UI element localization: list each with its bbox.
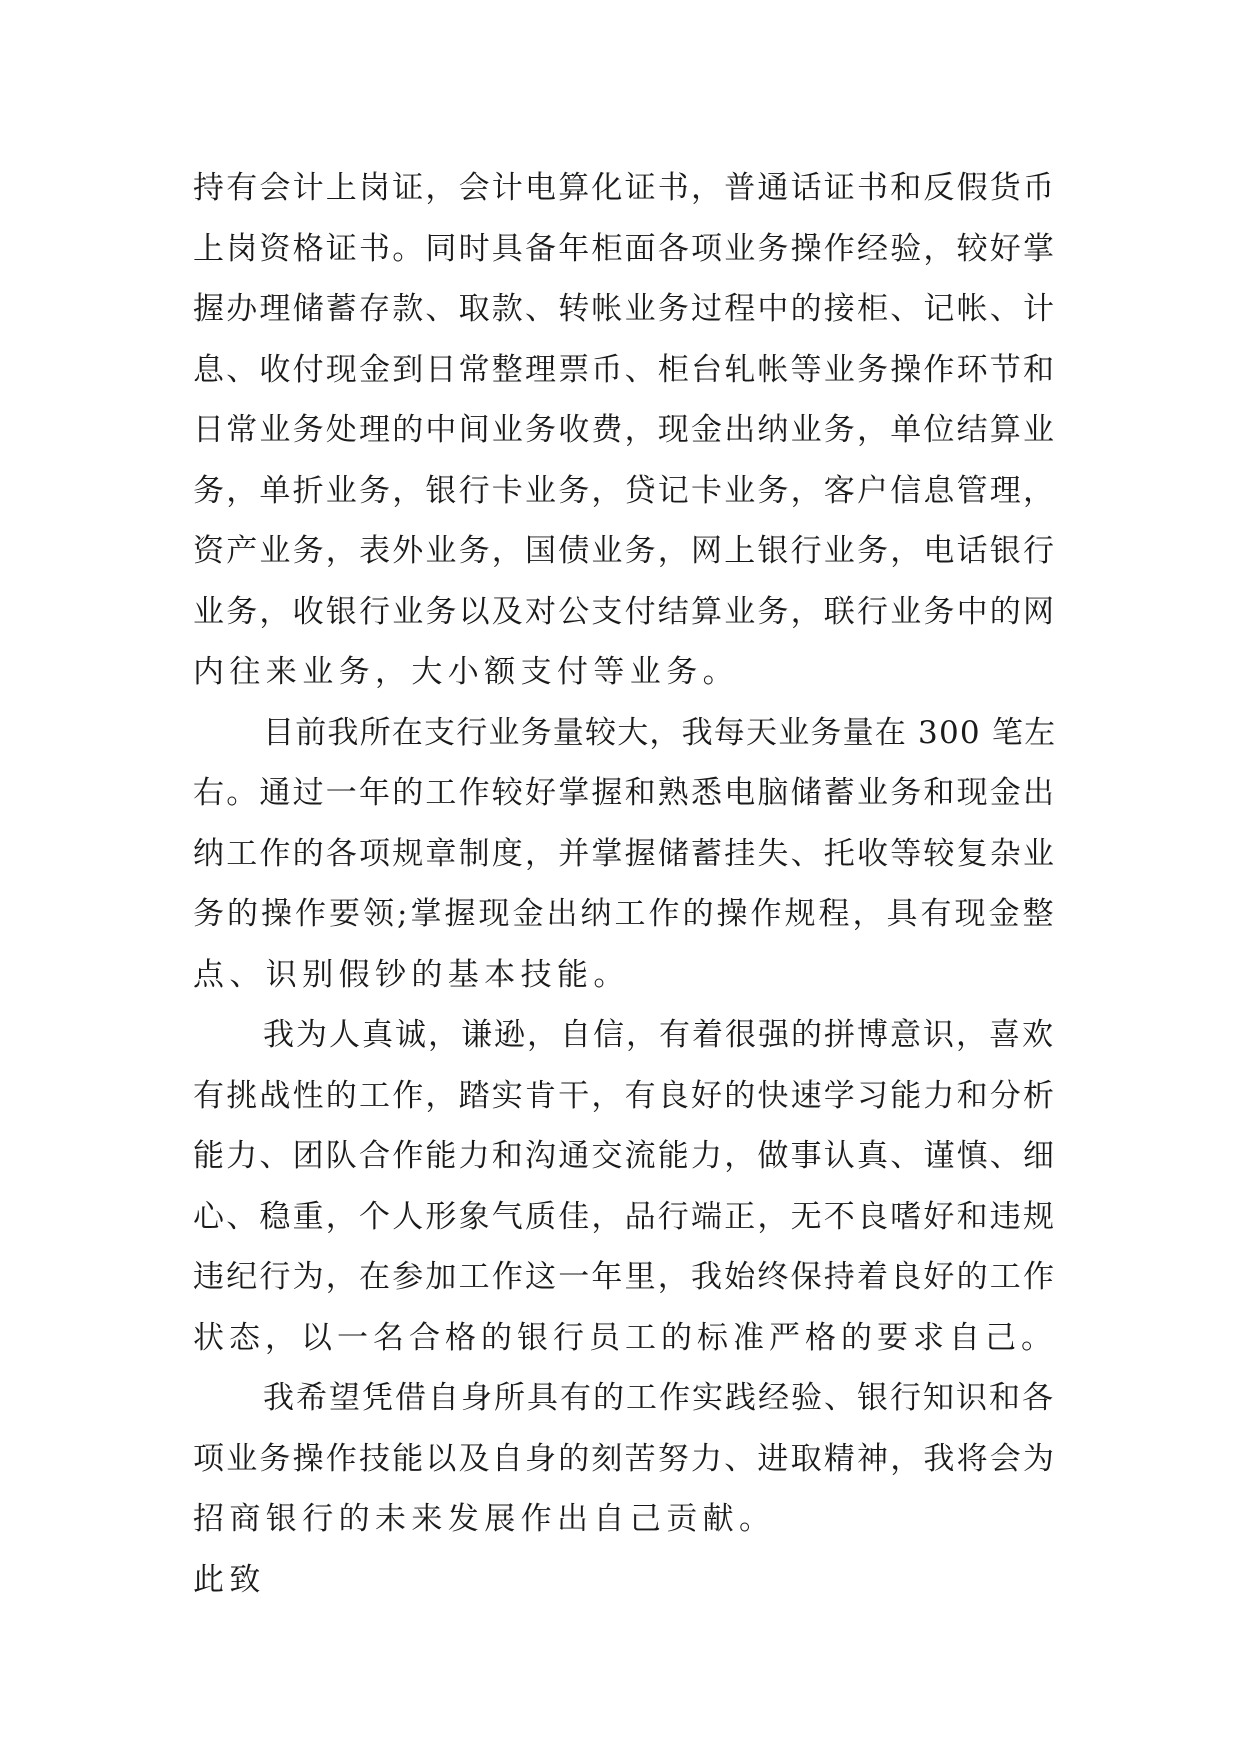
paragraph-first-line: 我为人真诚，谦逊，自信，有着很强的拼博意识，喜欢 — [263, 1017, 1055, 1053]
text-line: 内往来业务，大小额支付等业务。 — [193, 654, 739, 690]
text-line: 上岗资格证书。同时具备年柜面各项业务操作经验，较好掌 — [193, 230, 1057, 267]
text-line: 违纪行为，在参加工作这一年里，我始终保持着良好的工作 — [193, 1259, 1057, 1295]
text-line: 持有会计上岗证，会计电算化证书，普通话证书和反假货币 — [193, 170, 1057, 206]
text-line: 状态，以一名合格的银行员工的标准严格的要求自己。 — [193, 1319, 1057, 1356]
text-line: 日常业务处理的中间业务收费，现金出纳业务，单位结算业 — [193, 412, 1057, 448]
paragraph-first-line: 我希望凭借自身所具有的工作实践经验、银行知识和各 — [263, 1380, 1055, 1416]
text-line: 息、收付现金到日常整理票币、柜台轧帐等业务操作环节和 — [193, 351, 1057, 388]
text-line: 右。通过一年的工作较好掌握和熟悉电脑储蓄业务和现金出 — [193, 775, 1057, 811]
text-line: 心、稳重，个人形象气质佳，品行端正，无不良嗜好和违规 — [193, 1198, 1057, 1235]
letter-body — [193, 158, 1057, 1610]
text-line: 此致 — [193, 1561, 266, 1598]
text-line: 点、识别假钞的基本技能。 — [193, 956, 630, 993]
text-line: 项业务操作技能以及自身的刻苦努力、进取精神，我将会为 — [193, 1440, 1057, 1477]
text-line: 业务，收银行业务以及对公支付结算业务，联行业务中的网 — [193, 593, 1057, 630]
text-line: 有挑战性的工作，踏实肯干，有良好的快速学习能力和分析 — [193, 1077, 1057, 1114]
text-line: 能力、团队合作能力和沟通交流能力，做事认真、谨慎、细 — [193, 1138, 1057, 1174]
text-line: 握办理储蓄存款、取款、转帐业务过程中的接柜、记帐、计 — [193, 291, 1057, 327]
text-line: 招商银行的未来发展作出自己贡献。 — [193, 1501, 776, 1537]
text-line: 务的操作要领;掌握现金出纳工作的操作规程，具有现金整 — [193, 896, 1057, 932]
paragraph-first-line: 目前我所在支行业务量较大，我每天业务量在 300 笔左 — [263, 714, 1057, 751]
text-line: 务，单折业务，银行卡业务，贷记卡业务，客户信息管理， — [193, 472, 1057, 509]
text-line: 资产业务，表外业务，国债业务，网上银行业务，电话银行 — [193, 533, 1057, 569]
text-line: 纳工作的各项规章制度，并掌握储蓄挂失、托收等较复杂业 — [193, 835, 1057, 872]
